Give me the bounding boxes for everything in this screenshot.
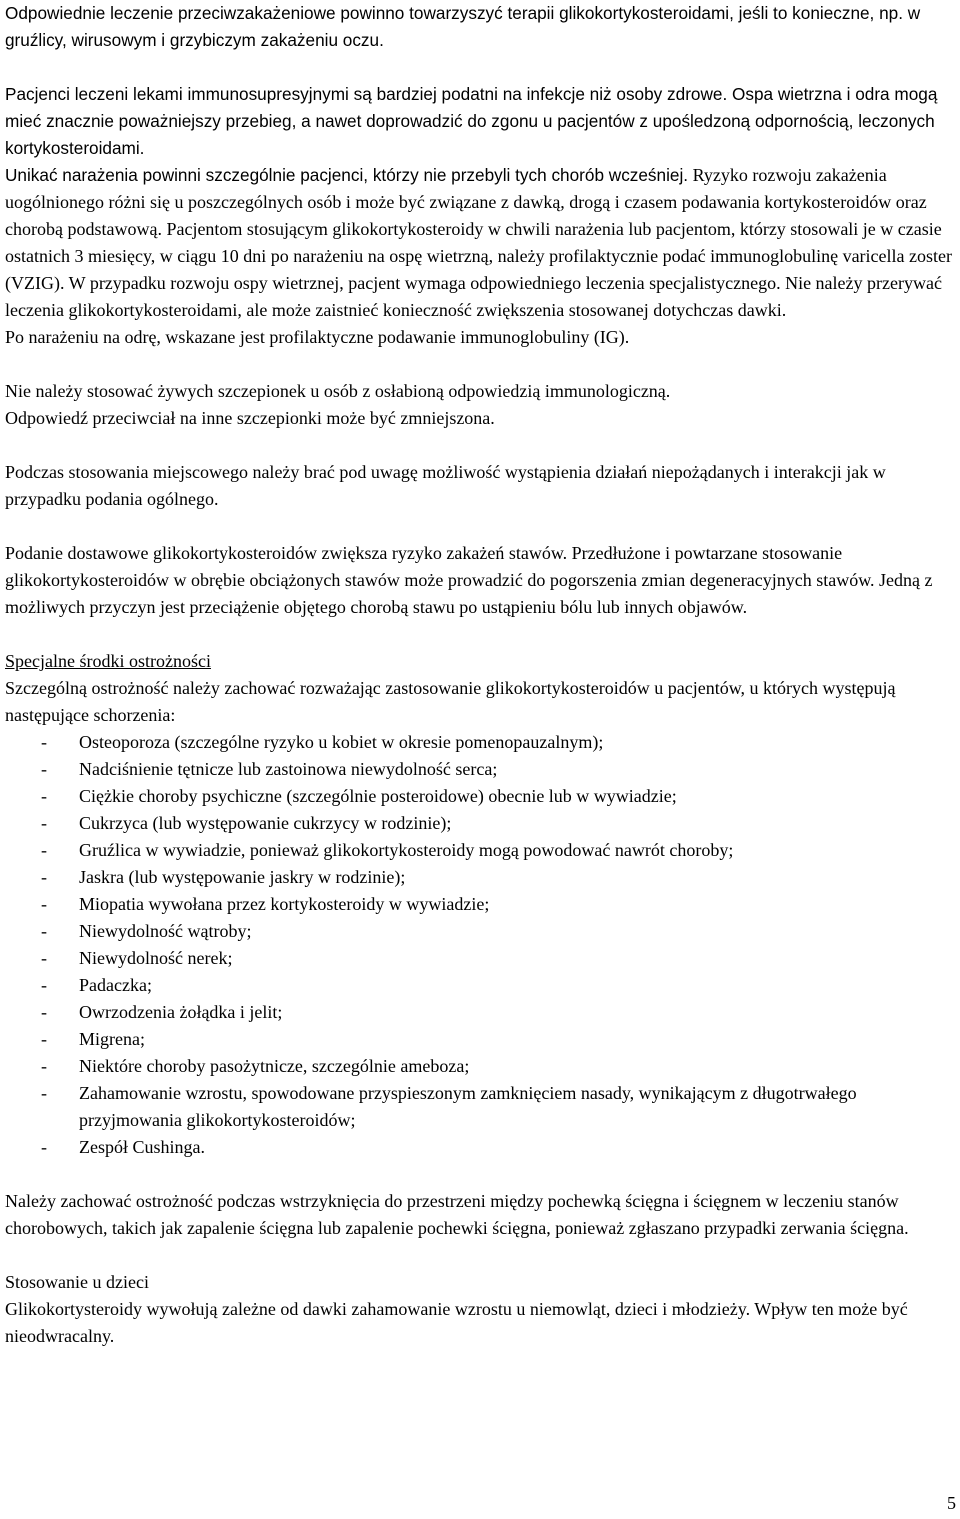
list-dash: - [41,813,47,833]
document-page [5,0,957,1350]
list-item-text: Osteoporoza (szczególne ryzyko u kobiet w okresie pomenopauzalnym); [79,732,604,752]
list-item [5,837,957,864]
list-item [5,972,957,999]
text-exposure-avoidance: Unikać narażenia powinni szczególnie pacjenci, którzy nie przebyli tych chorób wcześniej. [5,165,689,185]
list-dash: - [41,1083,47,1103]
precautions-list [5,729,957,1161]
list-dash: - [41,894,47,914]
page-number: 5 [947,1493,956,1513]
list-dash: - [41,732,47,752]
paragraph-children-growth: Glikokortysteroidy wywołują zależne od dawki zahamowanie wzrostu u niemowląt, dzieci i młodzieży. Wpływ ten może być nieodwracalny. [5,1299,908,1346]
list-dash: - [41,948,47,968]
paragraph-vaccine-response: Odpowiedź przeciwciał na inne szczepionki może być zmniejszona. [5,408,495,428]
list-item-text: Miopatia wywołana przez kortykosteroidy w wywiadzie; [79,894,490,914]
list-dash: - [41,786,47,806]
list-item [5,945,957,972]
paragraph-infection-treatment: Odpowiednie leczenie przeciwzakażeniowe powinno towarzyszyć terapii glikokortykosteroidami, jeśli to konieczne, np. w gruźlicy, wirusowym i grzybiczym zakażeniu oczu. [5,3,921,50]
section-heading-precautions: Specjalne środki ostrożności [5,651,211,671]
paragraph-live-vaccines: Nie należy stosować żywych szczepionek u osób z osłabioną odpowiedzią immunologiczną. [5,381,671,401]
list-dash: - [41,1002,47,1022]
list-dash: - [41,1056,47,1076]
list-item-text: Zahamowanie wzrostu, spowodowane przyspieszonym zamknięciem nasady, wynikającym z długotrwałego przyjmowania glikokortykosteroidów; [79,1083,857,1130]
list-item-text: Zespół Cushinga. [79,1137,205,1157]
paragraph-tendon-injection: Należy zachować ostrożność podczas wstrzyknięcia do przestrzeni między pochewką ścięgna i ścięgnem w leczeniu stanów chorobowych, takich jak zapalenie ścięgna lub zapalenie pochewki ścięgna, ponieważ zgłaszano przypadki zerwania ścięgna. [5,1191,909,1238]
list-item-text: Gruźlica w wywiadzie, ponieważ glikokortykosteroidy mogą powodować nawrót choroby; [79,840,734,860]
text-varicella-prophylaxis: Ryzyko rozwoju zakażenia uogólnionego różni się u poszczególnych osób i może być związane z dawką, drogą i czasem podawania kortykosteroidów oraz chorobą podstawową. Pacjentom stosującym glikokortykosteroidy w chwili narażenia lub pacjentom, którzy stosowali je w czasie ostatnich 3 miesięcy, w ciągu 10 dni po narażeniu na ospę wietrzną, należy profilaktycznie podać immunoglobulinę varicella zoster (VZIG). W przypadku rozwoju ospy wietrznej, pacjent wymaga odpowiedniego leczenia specjalistycznego. Nie należy przerywać leczenia glikokortykosteroidami, ale może zaistnieć konieczność zwiększenia stosowanej dotychczas dawki. [5,165,952,320]
paragraph-varicella-risk [5,162,957,324]
list-dash: - [41,1029,47,1049]
list-item-text: Padaczka; [79,975,152,995]
list-item-text: Cukrzyca (lub występowanie cukrzycy w rodzinie); [79,813,452,833]
list-item [5,918,957,945]
paragraph-topical-use: Podczas stosowania miejscowego należy brać pod uwagę możliwość wystąpienia działań niepożądanych i interakcji jak w przypadku podania ogólnego. [5,462,886,509]
list-item [5,1080,957,1134]
list-item-text: Niektóre choroby pasożytnicze, szczególnie ameboza; [79,1056,470,1076]
list-item-text: Jaskra (lub występowanie jaskry w rodzinie); [79,867,406,887]
list-item [5,999,957,1026]
paragraph-measles-exposure: Po narażeniu na odrę, wskazane jest profilaktyczne podawanie immunoglobuliny (IG). [5,327,630,347]
list-dash: - [41,840,47,860]
list-dash: - [41,1137,47,1157]
list-item [5,810,957,837]
list-item-text: Niewydolność wątroby; [79,921,252,941]
list-dash: - [41,759,47,779]
list-dash: - [41,975,47,995]
list-item [5,864,957,891]
paragraph-precautions-intro: Szczególną ostrożność należy zachować rozważając zastosowanie glikokortykosteroidów u pacjentów, u których występują następujące schorzenia: [5,678,896,725]
list-item [5,1053,957,1080]
list-item [5,729,957,756]
list-item-text: Owrzodzenia żołądka i jelit; [79,1002,283,1022]
list-item [5,756,957,783]
paragraph-immunosuppression: Pacjenci leczeni lekami immunosupresyjnymi są bardziej podatni na infekcje niż osoby zdrowe. Ospa wietrzna i odra mogą mieć znacznie poważniejszy przebieg, a nawet doprowadzić do zgonu u pacjentów z upośledzoną odpornością, leczonych kortykosteroidami. [5,84,938,158]
list-item-text: Ciężkie choroby psychiczne (szczególnie posteroidowe) obecnie lub w wywiadzie; [79,786,677,806]
paragraph-intra-articular: Podanie dostawowe glikokortykosteroidów zwiększa ryzyko zakażeń stawów. Przedłużone i powtarzane stosowanie glikokortykosteroidów w obrębie obciążonych stawów może prowadzić do pogorszenia zmian degeneracyjnych stawów. Jedną z możliwych przyczyn jest przeciążenie objętego chorobą stawu po ustąpieniu bólu lub innych objawów. [5,543,933,617]
list-item-text: Migrena; [79,1029,145,1049]
list-item-text: Nadciśnienie tętnicze lub zastoinowa niewydolność serca; [79,759,498,779]
list-item [5,1026,957,1053]
section-heading-children: Stosowanie u dzieci [5,1272,149,1292]
list-item [5,783,957,810]
list-dash: - [41,867,47,887]
list-dash: - [41,921,47,941]
list-item-text: Niewydolność nerek; [79,948,233,968]
list-item [5,1134,957,1161]
list-item [5,891,957,918]
